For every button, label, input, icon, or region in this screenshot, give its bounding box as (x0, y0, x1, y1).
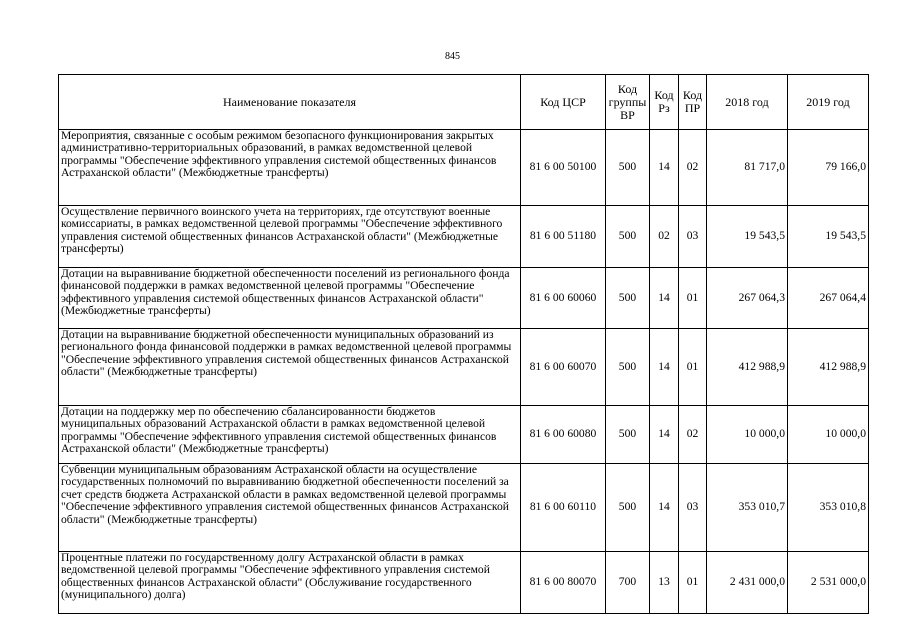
header-csr: Код ЦСР (521, 75, 606, 130)
row-name: Осуществление первичного воинского учета на территориях, где отсутствуют военные комиссариаты, в рамках ведомственной целевой программы "Обеспечение эффективного управления системой общественных финансов Астраханской области" (Межбюджетные трансферты) (59, 206, 521, 268)
row-vr: 500 (606, 130, 650, 206)
row-pr: 01 (679, 329, 707, 406)
row-rz: 14 (650, 464, 679, 552)
row-csr: 81 6 00 60110 (521, 464, 606, 552)
row-vr: 700 (606, 552, 650, 614)
header-2019: 2019 год (788, 75, 869, 130)
row-2018: 81 717,0 (707, 130, 788, 206)
header-rz: Код Рз (650, 75, 679, 130)
row-rz: 14 (650, 406, 679, 464)
row-2019: 353 010,8 (788, 464, 869, 552)
header-name: Наименование показателя (59, 75, 521, 130)
row-vr: 500 (606, 268, 650, 329)
row-pr: 01 (679, 268, 707, 329)
row-2019: 10 000,0 (788, 406, 869, 464)
row-csr: 81 6 00 80070 (521, 552, 606, 614)
table-row (59, 268, 869, 329)
row-2018: 2 431 000,0 (707, 552, 788, 614)
row-name: Мероприятия, связанные с особым режимом безопасного функционирования закрытых административно-территориальных образований, в рамках ведомственной целевой программы "Обеспечение эффективного управления системой общественных финансов Астраханской области" (Межбюджетные трансферты) (59, 130, 521, 206)
row-name: Субвенции муниципальным образованиям Астраханской области на осуществление государственных полномочий по выравниванию бюджетной обеспеченности поселений за счет средств бюджета Астраханской области в рамках ведомственной целевой программы "Обеспечение эффективного управления системой общественных финансов Астраханской области" (Межбюджетные трансферты) (59, 464, 521, 552)
row-name: Дотации на выравнивание бюджетной обеспеченности муниципальных образований из регионального фонда финансовой поддержки в рамках ведомственной целевой программы "Обеспечение эффективного управления системой общественных финансов Астраханской области" (Межбюджетные трансферты) (59, 329, 521, 406)
row-rz: 14 (650, 268, 679, 329)
table-row (59, 130, 869, 206)
budget-table (58, 74, 869, 614)
row-vr: 500 (606, 329, 650, 406)
row-csr: 81 6 00 60060 (521, 268, 606, 329)
row-vr: 500 (606, 206, 650, 268)
row-rz: 02 (650, 206, 679, 268)
row-2018: 353 010,7 (707, 464, 788, 552)
header-vr: Код группы ВР (606, 75, 650, 130)
row-name: Дотации на поддержку мер по обеспечению сбалансированности бюджетов муниципальных образований Астраханской области в рамках ведомственной целевой программы "Обеспечение эффективного управления системой общественных финансов Астраханской области" (Межбюджетные трансферты) (59, 406, 521, 464)
row-2018: 412 988,9 (707, 329, 788, 406)
row-csr: 81 6 00 51180 (521, 206, 606, 268)
row-pr: 03 (679, 206, 707, 268)
row-2019: 2 531 000,0 (788, 552, 869, 614)
table-row (59, 406, 869, 464)
row-name: Дотации на выравнивание бюджетной обеспеченности поселений из регионального фонда финансовой поддержки в рамках ведомственной целевой программы "Обеспечение эффективного управления системой общественных финансов Астраханской области" (Межбюджетные трансферты) (59, 268, 521, 329)
row-2018: 10 000,0 (707, 406, 788, 464)
table-row (59, 464, 869, 552)
row-pr: 01 (679, 552, 707, 614)
header-pr: Код ПР (679, 75, 707, 130)
row-pr: 03 (679, 464, 707, 552)
header-2018: 2018 год (707, 75, 788, 130)
table-header-row (59, 75, 869, 130)
row-2019: 412 988,9 (788, 329, 869, 406)
row-2019: 19 543,5 (788, 206, 869, 268)
row-2018: 19 543,5 (707, 206, 788, 268)
row-2019: 267 064,4 (788, 268, 869, 329)
row-2019: 79 166,0 (788, 130, 869, 206)
table-row (59, 206, 869, 268)
row-rz: 14 (650, 130, 679, 206)
row-rz: 14 (650, 329, 679, 406)
row-csr: 81 6 00 60070 (521, 329, 606, 406)
table-row (59, 552, 869, 614)
row-name: Процентные платежи по государственному долгу Астраханской области в рамках ведомственной целевой программы "Обеспечение эффективного управления системой общественных финансов Астраханской области" (Обслуживание государственного (муниципального) долга) (59, 552, 521, 614)
row-csr: 81 6 00 60080 (521, 406, 606, 464)
row-csr: 81 6 00 50100 (521, 130, 606, 206)
row-vr: 500 (606, 406, 650, 464)
row-rz: 13 (650, 552, 679, 614)
row-2018: 267 064,3 (707, 268, 788, 329)
row-pr: 02 (679, 406, 707, 464)
page-number: 845 (445, 51, 460, 62)
table-row (59, 329, 869, 406)
row-pr: 02 (679, 130, 707, 206)
row-vr: 500 (606, 464, 650, 552)
